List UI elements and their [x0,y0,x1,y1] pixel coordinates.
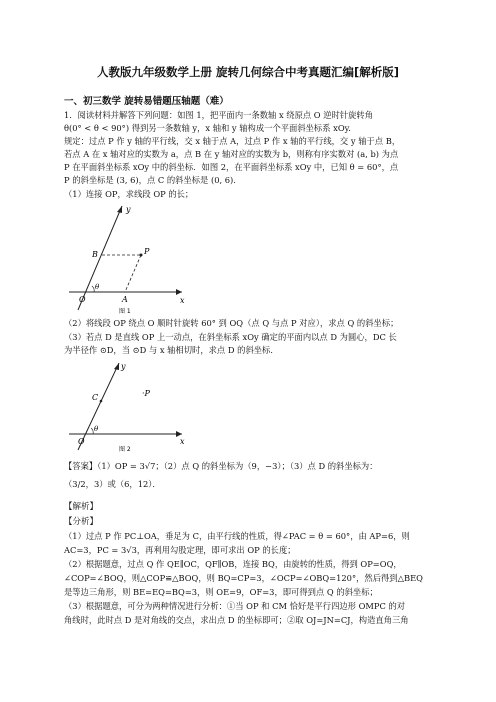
problem-line: 若点 A 在 x 轴对应的实数为 a，点 B 在 y 轴对应的实数为 b，则称有序实数对 (a, b) 为点 [64,149,399,159]
figure-1 [64,202,189,314]
section-heading: 一、初三数学 旋转易错题压轴题（难） [64,96,229,107]
fig1-label-x: x [180,296,185,305]
analysis-line: （1）过点 P 作 PC⊥OA，垂足为 C，由平行线的性质，得∠PAC = θ = 60°，由 AP=6，则 [64,531,410,541]
analysis-line: （2）根据题意，过点 Q 作 QE∥OC，QF∥OB，连接 BQ，由旋转的性质，得到 OP=OQ， [64,559,402,569]
page-title: 人教版九年级数学上册 旋转几何综合中考真题汇编[解析版] [96,65,399,79]
fig1-caption: 图 1 [119,308,131,314]
problem-line: θ(0° < θ < 90°) 得到另一条数轴 y，x 轴和 y 轴构成一个平面斜坐标系 xOy. [64,123,351,133]
analysis-line: AC=3，PC = 3√3，再利用勾股定理，即可求出 OP 的长度； [64,545,296,555]
answer-line-1: 【答案】（1）OP = 3√7；（2）点 Q 的斜坐标为（9，−3）；（3）点 D 的斜坐标为： [64,461,378,471]
fig2-label-theta: θ [94,425,99,433]
fig2-caption: 图 2 [119,446,131,452]
fig2-label-C: C [92,393,99,402]
fig1-label-B: B [92,250,98,259]
question-2: （2）将线段 OP 绕点 O 顺时针旋转 60° 到 OQ（点 Q 与点 P 对应），求点 Q 的斜坐标； [64,318,399,328]
answer-line-2: （3/2，3）或（6，12）． [64,479,161,489]
analysis-line: 是等边三角形，则 BE=EQ=BQ=3，则 OE=9，OF=3，即可得到点 Q 的斜坐标； [64,587,378,597]
problem-line: 1．阅读材料并解答下列问题：如图 1，把平面内一条数轴 x 绕原点 O 逆时针旋转角 [64,110,374,120]
analysis-subheading: 【分析】 [64,517,99,527]
fig2-label-y: y [121,362,126,371]
problem-line: 规定：过点 P 作 y 轴的平行线，交 x 轴于点 A，过点 P 作 x 轴的平行线，交 y 轴于点 B， [64,136,401,146]
fig1-label-P: P [144,247,150,256]
fig2-label-O: O [78,437,85,446]
analysis-line: 角线时，此时点 D 是对角线的交点，求出点 D 的坐标即可；②取 OJ=JN=CJ，构造直角三角 [64,615,409,625]
analysis-heading: 【解析】 [64,502,99,512]
fig2-label-P: ·P [142,389,150,398]
fig1-label-A: A [122,295,128,304]
analysis-line: ∠COP=∠BOQ，则△COP≌△BOQ，则 BQ=CP=3，∠OCP=∠OBQ=120°，然后得到△BEQ [64,573,423,583]
question-1: （1）连接 OP，求线段 OP 的长； [64,189,194,199]
problem-line: P 的斜坐标是 (3, 6)，点 C 的斜坐标是 (0, 6). [64,175,236,185]
fig2-label-x: x [180,437,185,446]
fig1-label-theta: θ [95,283,100,291]
analysis-line: （3）根据题意，可分为两种情况进行分析：①当 OP 和 CM 恰好是平行四边形 OMPC 的对 [64,601,406,611]
fig1-label-y: y [126,205,131,214]
figure-2 [64,360,189,452]
question-3-line-1: （3）若点 D 是直线 OP 上一动点，在斜坐标系 xOy 确定的平面内以点 D 为圆心，DC 长 [64,332,397,342]
problem-line: P 在平面斜坐标系 xOy 中的斜坐标．如图 2，在平面斜坐标系 xOy 中，已知 θ = 60°，点 [64,162,399,172]
fig1-label-O: O [79,295,86,304]
question-3-line-2: 为半径作 ⊙D，当 ⊙D 与 x 轴相切时，求点 D 的斜坐标． [64,345,279,355]
